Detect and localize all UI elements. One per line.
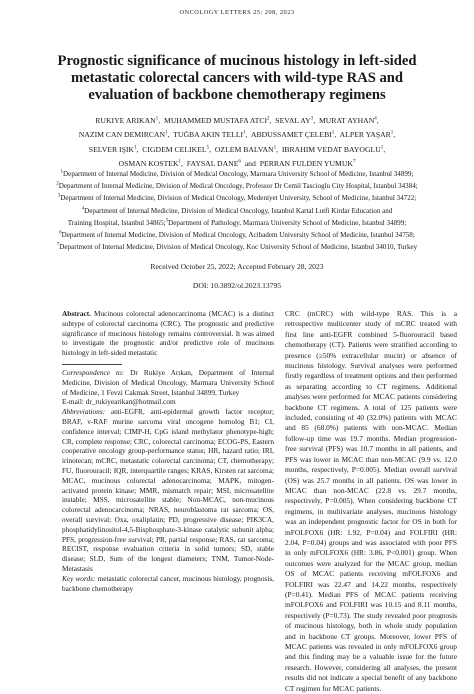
author-name: NAZIM CAN DEMIRCAN <box>78 130 166 140</box>
affiliation <box>15 205 459 217</box>
affiliation <box>15 241 459 253</box>
author-sup: 1 <box>331 130 335 136</box>
abbreviations-text: anti-EGFR, anti-epidermal growth factor receptor; BRAF, v-RAF murine sarcoma viral oncogene homolog B1; CI, confidence interval; CIMP-H, CpG island methylator phenotype-high; CR, complete response; CRC, colorectal carcinoma; ECOG-PS, Eastern cooperative oncology group-performance status; HR, hazard ratio; IRI, irinotecan; mCRC, metastatic colorectal carcinoma; CT, chemotherapy; FU, fluorouracil; IQR, interquartile ranges; KRAS, Kirsten rat sarcoma; MCAC, mucinous colorectal adenocarcinoma; MAPK, mitogen-activated protein kinase; MMR, mismatch repair; MSI, microsatellite instable; MSS, microsatellite stable; Non-MCAC, non-mucinous colorectal adenocarcinoma; NRAS, neuroblastoma rat sarcoma; OS, overall survival; Oxa, oxaliplatin; PD, progressive disease; PIK3CA, phosphatidylinositol-4,5-Bisphosphate-3-kinase catalytic subunit alpha; PFS, progression-free survival; PR, partial response; RAS, rat sarcoma; RECIST, response evaluation criteria in solid tumors; SD, stable disease; SLD, Sum of the longest diameters; TNM, Tumor-Node-Metastasis <box>62 407 274 573</box>
author-name: FAYSAL DANE <box>186 159 239 169</box>
article-title: Prognostic significance of mucinous histology in left-sided metastatic colorectal cancers with wild-type RAS and evaluation of backbone chemotherapy regimens <box>57 53 417 104</box>
author-sup: 1 <box>165 130 168 136</box>
affiliation-text: Department of Internal Medicine, Division of Medical Oncology, Medeniyet University, School of Medicine, Istanbul 34722; <box>60 194 417 203</box>
keywords-text: metastatic colorectal cancer, mucinous histology, prognosis, backbone chemotherapy <box>62 573 275 593</box>
author-sup: 6 <box>238 159 241 165</box>
author-sup: 2 <box>267 116 270 122</box>
affiliation-list <box>15 168 459 253</box>
author-name: SELVER IŞIK <box>88 144 135 154</box>
keywords <box>62 574 274 594</box>
abstract-label: Abstract. <box>62 309 91 318</box>
affiliation-text: Department of Pathology, Marmara University School of Medicine, Istanbul 34899; <box>168 218 407 227</box>
abbreviations <box>62 407 274 574</box>
doi: DOI: 10.3892/ol.2023.13795 <box>192 281 282 290</box>
abstract-text-left: Mucinous colorectal adenocarcinoma (MCAC) is a distinct subtype of colorectal carcinoma (CRC). The prognostic and predictive significance of mucinous histology remains controversial. It was aimed to investigate the prognostic and/or predictive role of mucinous histology in left-sided metastatic <box>62 309 274 358</box>
author-name: TUĞBA AKIN TELLI <box>173 130 244 140</box>
affiliation-text: Department of Internal Medicine, Division of Medical Oncology, Marmara University School of Medicine, Istanbul 34899; <box>63 170 414 178</box>
author-sup: 7 <box>352 159 356 165</box>
author-name: ALPER YAŞAR <box>339 130 391 140</box>
affiliation-sup: 5 <box>165 218 169 224</box>
affiliation-text: Department of Internal Medicine, Division of Medical Oncology, Acibadem University School of Medicine, Istanbul 34758; <box>61 231 415 240</box>
author-name: RUKIYE ARIKAN <box>95 116 156 125</box>
keywords-label: Key words: <box>62 573 96 583</box>
author-line: SELVER IŞIK$^1$, CIGDEM CELIKEL$^5$, OZLEM BALVAN$^1$, IBRAHIM VEDAT BAYOGLU$^1$, <box>88 144 386 154</box>
correspondence-label: Correspondence to: <box>62 367 125 377</box>
author-name: MUHAMMED MUSTAFA ATCI <box>163 116 268 125</box>
author-sup: 4 <box>374 116 377 122</box>
author-name: IBRAHIM VEDAT BAYOGLU <box>281 144 381 154</box>
author-sup: 1 <box>243 130 246 136</box>
affiliation <box>15 180 459 192</box>
affiliation-text: Department of Internal Medicine, Division of Medical Oncology, Koc University School of Medicine, Istanbul 34010, Turkey <box>59 243 418 252</box>
footnote-divider <box>62 364 122 365</box>
author-line: RUKIYE ARIKAN$^1$, MUHAMMED MUSTAFA ATCI$^2$, SEVAL $AY^3$, MURAT AYHAN$^4$, <box>95 116 379 125</box>
author-name: ABDUSSAMET ÇELEBI <box>250 130 332 140</box>
author-name: MURAT AYHAN <box>318 116 375 125</box>
abbreviations-label: Abbreviations: <box>62 407 106 417</box>
author-sup: 1 <box>134 145 137 151</box>
affiliation-sup: 7 <box>56 242 60 248</box>
author-name: OSMAN KOSTEK <box>118 159 179 169</box>
author-list <box>20 114 454 172</box>
author-name: PERRAN FULDEN YUMUK <box>259 159 353 169</box>
affiliation <box>15 168 459 180</box>
author-name: CIGDEM CELIKEL <box>142 144 207 154</box>
author-sup: 1 <box>155 116 159 122</box>
left-column <box>62 309 274 593</box>
affiliation-sup: 1 <box>60 169 64 175</box>
affiliation-sup: 3 <box>57 194 61 200</box>
affiliation <box>15 192 459 204</box>
author-sup: 1 <box>273 145 277 151</box>
author-sup: 3 <box>310 116 314 122</box>
affiliation-text: Department of Internal Medicine, Division of Medical Oncology, Professor Dr Cemil Tascioglu City Hospital, Istanbul 34384; <box>58 182 418 191</box>
author-sup: 1 <box>380 145 384 151</box>
affiliation-text: Department of Internal Medicine, Division of Medical Oncology, Istanbul Kartal Lutfi Kirdar Education and <box>84 206 393 215</box>
journal-header: ONCOLOGY LETTERS 25: 208, 2023 <box>179 9 295 16</box>
abstract-start <box>62 309 274 358</box>
author-name: OZLEM BALVAN <box>214 144 274 154</box>
author-name: SEVAL AY <box>275 116 311 125</box>
correspondence <box>62 368 274 397</box>
affiliation <box>15 217 459 229</box>
author-sup: 5 <box>206 145 210 151</box>
author-line: NAZIM CAN DEMIRCAN$^1$, TUĞBA AKIN TELLI$^1$, ABDUSSAMET ÇELEBI$^1$, ALPER YAŞAR$^1$, <box>78 130 396 140</box>
affiliation <box>15 229 459 241</box>
author-sup: 1 <box>390 130 394 136</box>
affiliation-sup: 2 <box>56 181 59 187</box>
author-line: OSMAN KOSTEK$^1$, FAYSAL DANE$^6$ and PERRAN FULDEN YUMUK$^7$ <box>118 159 356 169</box>
abstract-text-right: CRC (mCRC) with wild-type RAS. This is a retrospective multicenter study of mCRC treated with first line anti-EGFR combined 5-fluorouracil based chemotherapy (CT). Patients were stratified according to presence (≥50% extracellular mucin) or absence of mucinous histology. Survival analyses were performed firstly regardless of treatment options and then performed as separating according to CT regimens. Additional analyses were performed for MCAC patients considering backbone CT regimens. A total of 125 patients were included, consisting of 40 (32.0%) patients with MCAC and 85 (68.0%) patients with non-MCAC. Median follow-up time was 19.7 months. Median progression-free survival (PFS) was 10.7 months in all patients, and PFS was lower in MCAC than non-MCAC (9.9 vs. 12.0 months, respectively, P=0.005). Median overall survival (OS) was 25.7 months in all patients. OS was lower in MCAC than non-MCAC (22.8 vs. 29.7 months, respectively, P=0.005). When considering backbone CT regimens, in multivariate analyses, mucinous histology was an independent prognostic factor for OS in both for mFOLFOX6 (HR: 1.92, P=0.04) and FOLFIRI (HR: 2.04, P=0.04) groups and was associated with poor PFS in only mFOLFOX6 (HR: 3.86, P<0.001) group. When outcomes were analyzed for the MCAC group, median OS of MCAC patients receiving mFOLFOX6 and FOLFIRI was 22.47 and 14.22 months, respectively (P=0.41). Median PFS of MCAC patients receiving mFOLFOX6 and FOLFIRI was 10.15 and 8.11 months, respectively (P=0.73). The study revealed poor prognosis of mucinous histology, both in whole study population and in backbone CT groups. Moreover, lower PFS of MCAC patients was revealed in only mFOLFOX6 group and this finding may be a valuable issue for the future research. However, considering all analyses, the present results did not indicate a special benefit of any backbone CT regimen for MCAC patients. <box>285 309 457 693</box>
author-sup: 1 <box>178 159 182 165</box>
received-dates: Received October 25, 2022; Accepted February 28, 2023 <box>150 262 324 271</box>
affiliation-sup: 4 <box>81 206 85 212</box>
correspondence-text: Dr Rukiye Arıkan, Department of Internal Medicine, Division of Medical Oncology, Marmara University School of Medicine, 1 Fevzi Cakmak Street, Istanbul 34899, Turkey <box>62 367 275 397</box>
affiliation-sup: 6 <box>59 230 62 236</box>
affiliation-text: Training Hospital, Istanbul 34865; <box>67 218 166 227</box>
correspondence-email: E-mail: dr_rukiyearikan@hotmail.com <box>62 397 176 407</box>
right-column <box>285 309 457 694</box>
